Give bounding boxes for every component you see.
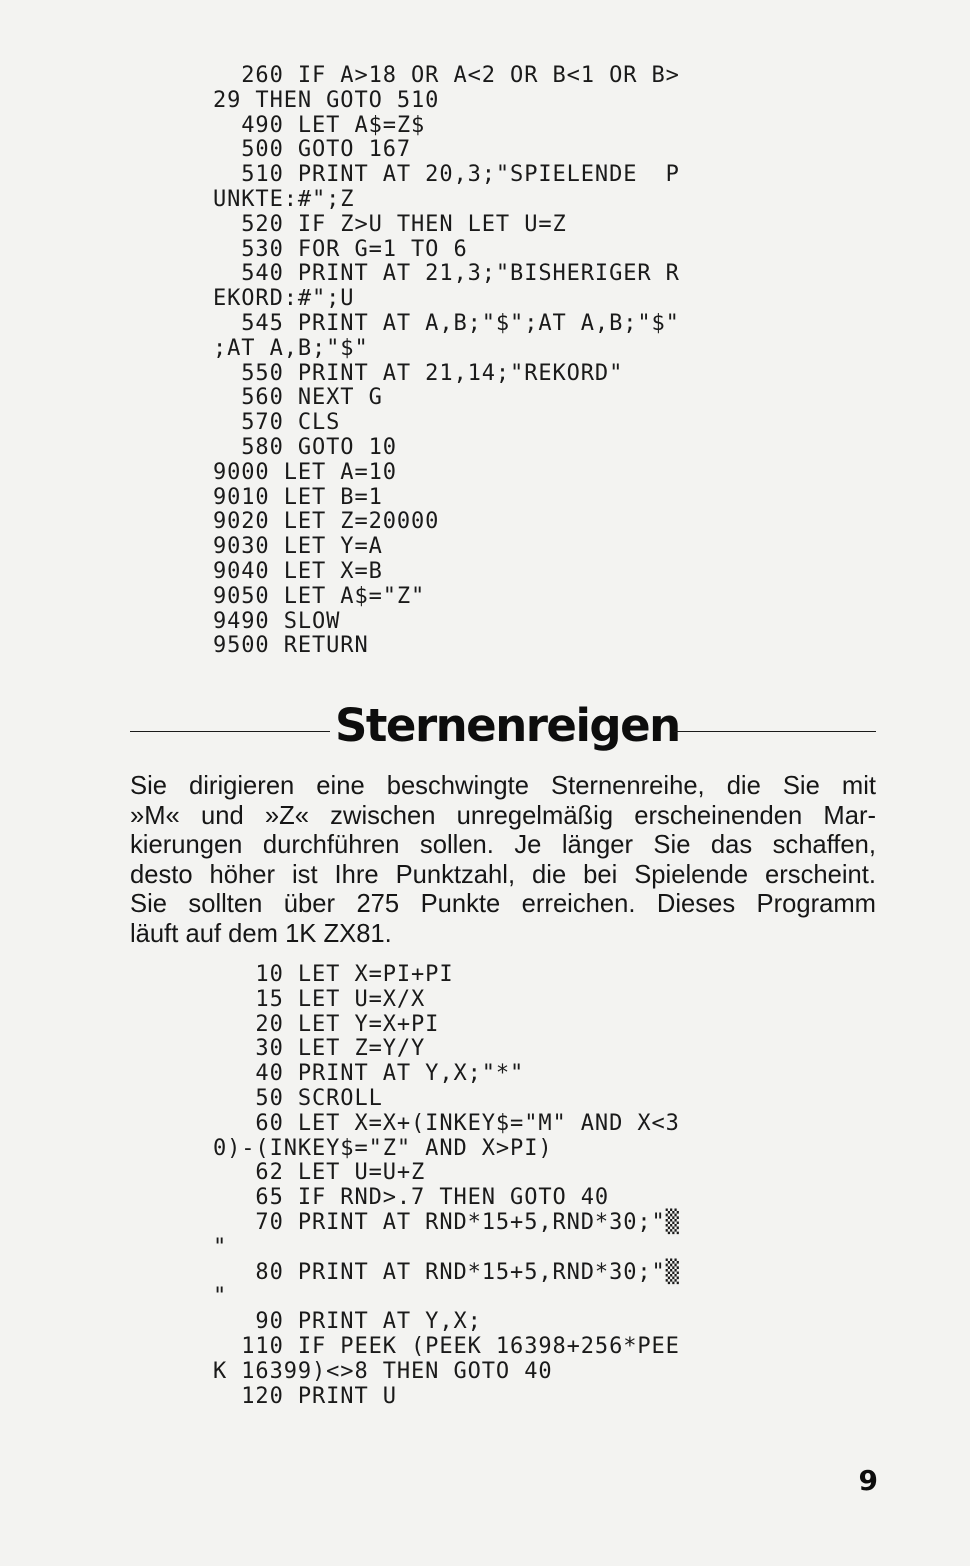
code-line: 545 PRINT AT A,B;"$";AT A,B;"$" bbox=[213, 310, 680, 336]
intro-line: »M« und »Z« zwischen unregelmäßig erscheinenden Mar- bbox=[130, 801, 876, 830]
section-title: Sternenreigen bbox=[335, 699, 680, 752]
code-line: 520 IF Z>U THEN LET U=Z bbox=[213, 211, 567, 237]
intro-line: Sie dirigieren eine beschwingte Sternenreihe, die Sie mit bbox=[130, 772, 876, 800]
code-line: 40 PRINT AT Y,X;"*" bbox=[213, 1061, 525, 1087]
code-line: 120 PRINT U bbox=[213, 1383, 397, 1409]
code-line: ;AT A,B;"$" bbox=[213, 335, 369, 361]
code-line: 50 SCROLL bbox=[213, 1085, 383, 1111]
code-line: 540 PRINT AT 21,3;"BISHERIGER R bbox=[213, 261, 680, 287]
code-line: " bbox=[213, 1234, 228, 1260]
code-line: 9500 RETURN bbox=[213, 633, 369, 659]
code-line: 62 LET U=U+Z bbox=[213, 1160, 426, 1186]
code-line: 90 PRINT AT Y,X; bbox=[213, 1309, 482, 1335]
code-line: 560 NEXT G bbox=[213, 385, 383, 411]
code-line: 570 CLS bbox=[213, 410, 341, 436]
code-line: 10 LET X=PI+PI bbox=[213, 962, 454, 987]
intro-paragraph bbox=[130, 772, 876, 950]
code-line: 530 FOR G=1 TO 6 bbox=[213, 236, 468, 262]
code-line: 30 LET Z=Y/Y bbox=[213, 1036, 426, 1062]
code-line: UNKTE:#";Z bbox=[213, 186, 355, 212]
code-line: 29 THEN GOTO 510 bbox=[213, 87, 440, 113]
code-line: 9490 SLOW bbox=[213, 608, 341, 634]
heading-rule-left bbox=[130, 731, 330, 732]
code-line: 490 LET A$=Z$ bbox=[213, 112, 426, 138]
code-line: 65 IF RND>.7 THEN GOTO 40 bbox=[213, 1185, 610, 1211]
code-line: 550 PRINT AT 21,14;"REKORD" bbox=[213, 360, 624, 386]
code-line: 510 PRINT AT 20,3;"SPIELENDE P bbox=[213, 162, 680, 188]
code-line: 9050 LET A$="Z" bbox=[213, 583, 426, 609]
code-line: 0)-(INKEY$="Z" AND X>PI) bbox=[213, 1135, 553, 1161]
section-heading bbox=[130, 694, 876, 758]
code-line: 9030 LET Y=A bbox=[213, 534, 383, 560]
intro-line: desto höher ist Ihre Punktzahl, die bei Spielende erscheint. bbox=[130, 860, 876, 889]
basic-listing-sternenreigen bbox=[213, 963, 680, 1409]
code-line: 260 IF A>18 OR A<2 OR B<1 OR B> bbox=[213, 63, 680, 88]
code-line: 15 LET U=X/X bbox=[213, 986, 426, 1012]
code-line: 580 GOTO 10 bbox=[213, 434, 397, 460]
code-line: 20 LET Y=X+PI bbox=[213, 1011, 440, 1037]
code-line: 500 GOTO 167 bbox=[213, 137, 412, 163]
page-number: 9 bbox=[858, 1464, 878, 1497]
intro-line: läuft auf dem 1K ZX81. bbox=[130, 919, 392, 948]
basic-listing-continued bbox=[213, 64, 680, 659]
code-line: 9010 LET B=1 bbox=[213, 484, 383, 510]
code-line: " bbox=[213, 1284, 228, 1310]
code-line: EKORD:#";U bbox=[213, 286, 355, 312]
code-line: 70 PRINT AT RND*15+5,RND*30;"▒ bbox=[213, 1209, 680, 1235]
code-line: 9040 LET X=B bbox=[213, 558, 383, 584]
code-line: K 16399)<>8 THEN GOTO 40 bbox=[213, 1358, 553, 1384]
code-line: 9000 LET A=10 bbox=[213, 459, 397, 485]
code-line: 9020 LET Z=20000 bbox=[213, 509, 440, 535]
code-line: 110 IF PEEK (PEEK 16398+256*PEE bbox=[213, 1333, 680, 1359]
intro-line: kierungen durchführen sollen. Je länger Sie das schaffen, bbox=[130, 831, 876, 860]
code-line: 60 LET X=X+(INKEY$="M" AND X<3 bbox=[213, 1110, 680, 1136]
heading-rule-right bbox=[674, 731, 876, 732]
intro-line: Sie sollten über 275 Punkte erreichen. Dieses Programm bbox=[130, 890, 876, 919]
code-line: 80 PRINT AT RND*15+5,RND*30;"▒ bbox=[213, 1259, 680, 1285]
